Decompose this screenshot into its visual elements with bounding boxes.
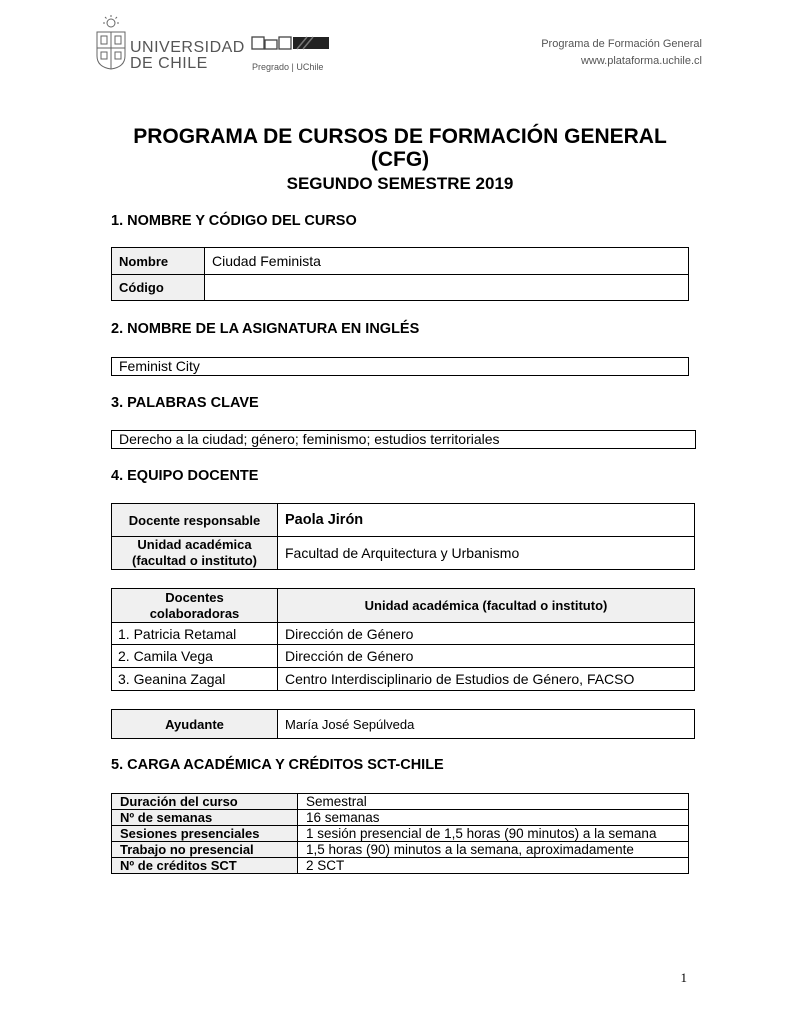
colab-name: 2. Camila Vega — [112, 645, 278, 668]
credits-value: 16 semanas — [298, 810, 689, 826]
pregrado-text: Pregrado | UChile — [252, 62, 324, 72]
course-name-table — [111, 247, 689, 301]
website-link[interactable]: www.plataforma.uchile.cl — [580, 55, 702, 67]
table-row — [112, 623, 695, 645]
colab-header: Docentes colaboradoras — [112, 589, 278, 623]
nombre-value: Ciudad Feminista — [205, 248, 689, 275]
credits-label: Nº de créditos SCT — [112, 858, 298, 874]
credits-label: Sesiones presenciales — [112, 826, 298, 842]
credits-table — [111, 793, 689, 874]
nombre-label: Nombre — [112, 248, 205, 275]
codigo-value — [205, 275, 689, 301]
page-title: PROGRAMA DE CURSOS DE FORMACIÓN GENERAL — [133, 125, 667, 148]
colab-unit: Centro Interdisciplinario de Estudios de Género, FACSO — [278, 668, 695, 691]
ayudante-label: Ayudante — [112, 710, 278, 739]
collaborators-table — [111, 588, 695, 691]
responsable-label: Docente responsable — [112, 504, 278, 537]
responsable-value: Paola Jirón — [278, 504, 695, 537]
colab-unidad-header: Unidad académica (facultad o instituto) — [278, 589, 695, 623]
credits-label: Nº de semanas — [112, 810, 298, 826]
section-5-heading: 5. CARGA ACADÉMICA Y CRÉDITOS SCT-CHILE — [111, 757, 444, 773]
page-title-abbrev: (CFG) — [370, 148, 430, 171]
credits-label: Trabajo no presencial — [112, 842, 298, 858]
assistant-table — [111, 709, 695, 739]
credits-value: Semestral — [298, 794, 689, 810]
unidad-value: Facultad de Arquitectura y Urbanismo — [278, 537, 695, 570]
colab-unit: Dirección de Género — [278, 623, 695, 645]
credits-label: Duración del curso — [112, 794, 298, 810]
credits-value: 1 sesión presencial de 1,5 horas (90 minutos) a la semana — [298, 826, 689, 842]
table-row — [112, 810, 689, 826]
program-name: Programa de Formación General — [541, 38, 702, 50]
colab-unit: Dirección de Género — [278, 645, 695, 668]
ayudante-value: María José Sepúlveda — [278, 710, 695, 739]
table-row — [112, 668, 695, 691]
credits-value: 1,5 horas (90) minutos a la semana, aproximadamente — [298, 842, 689, 858]
colab-name: 3. Geanina Zagal — [112, 668, 278, 691]
page-number: 1 — [680, 970, 687, 985]
credits-value: 2 SCT — [298, 858, 689, 874]
section-3-heading: 3. PALABRAS CLAVE — [111, 395, 259, 411]
section-2-heading: 2. NOMBRE DE LA ASIGNATURA EN INGLÉS — [111, 321, 420, 337]
page-subtitle: SEGUNDO SEMESTRE 2019 — [286, 174, 514, 193]
university-name: UNIVERSIDAD DE CHILE — [130, 39, 245, 72]
university-crest-icon — [94, 14, 128, 70]
table-row — [112, 858, 689, 874]
colab-name: 1. Patricia Retamal — [112, 623, 278, 645]
pregrado-squares-icon — [251, 35, 331, 51]
codigo-label: Código — [112, 275, 205, 301]
unidad-label: Unidad académica (facultad o instituto) — [112, 537, 278, 570]
teaching-team-table — [111, 503, 695, 570]
english-name-box: Feminist City — [111, 357, 689, 376]
table-row — [112, 826, 689, 842]
table-row — [112, 645, 695, 668]
table-row — [112, 794, 689, 810]
section-1-heading: 1. NOMBRE Y CÓDIGO DEL CURSO — [111, 213, 357, 229]
keywords-box: Derecho a la ciudad; género; feminismo; estudios territoriales — [111, 430, 696, 449]
table-row — [112, 842, 689, 858]
section-4-heading: 4. EQUIPO DOCENTE — [111, 468, 259, 484]
